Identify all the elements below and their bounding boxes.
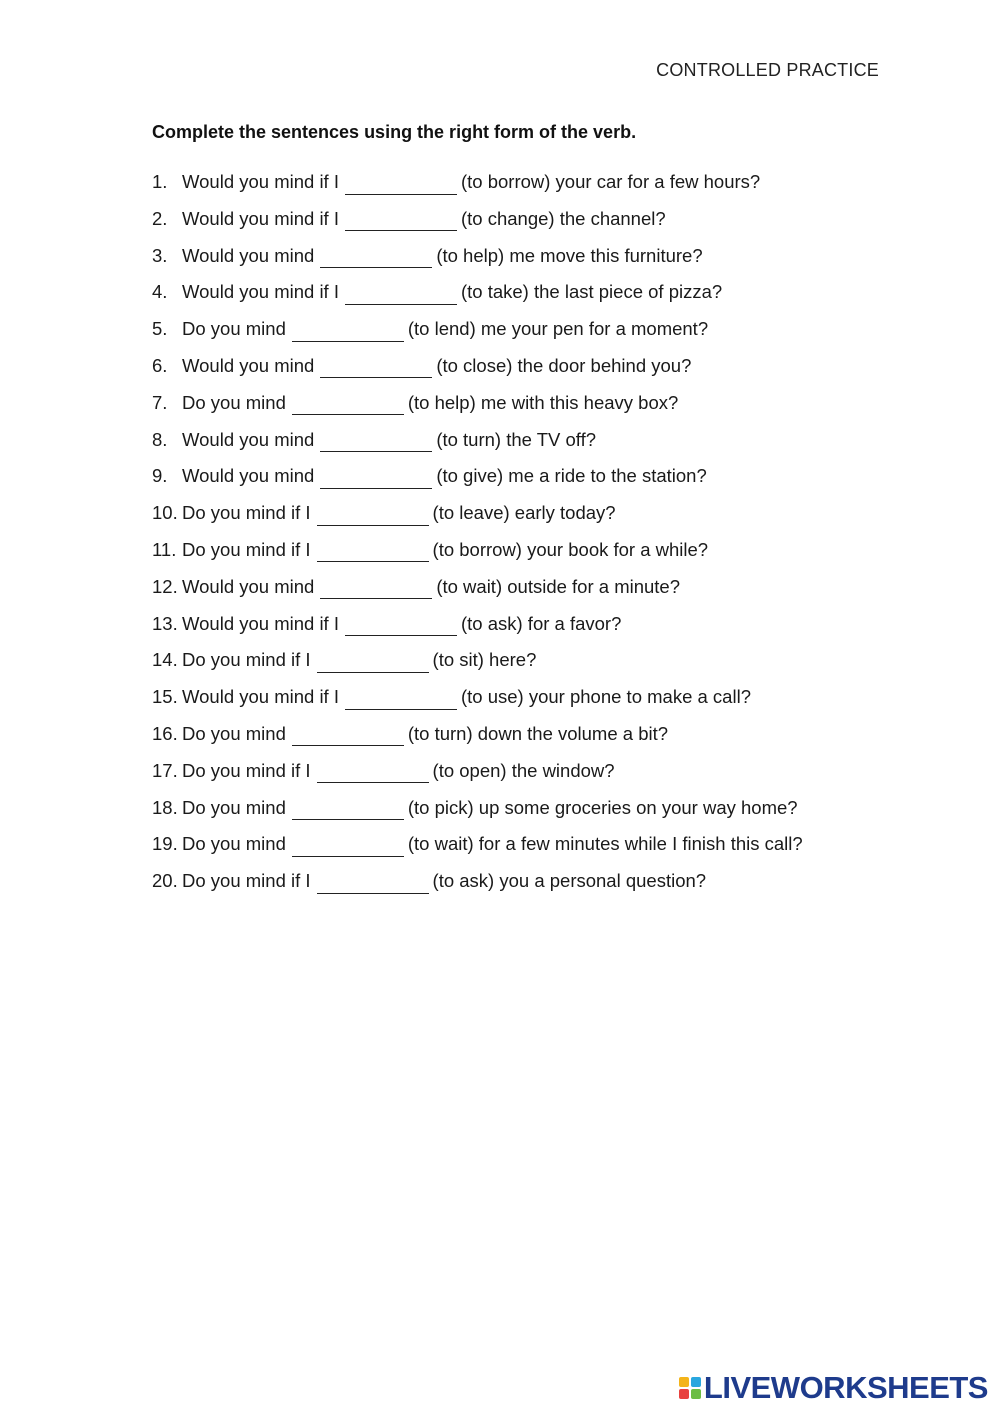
exercise-sentence (182, 428, 596, 453)
sentence-start: Would you mind (182, 244, 315, 266)
logo-text: LIVEWORKSHEETS (703, 1370, 988, 1405)
exercise-item (152, 722, 912, 759)
exercise-sentence (182, 648, 536, 673)
exercise-item (152, 832, 912, 869)
sentence-end: (to open) the window? (432, 759, 615, 781)
exercise-item (152, 317, 912, 354)
sentence-start: Would you mind if I (182, 281, 339, 303)
exercise-item (152, 575, 912, 612)
exercise-item (152, 538, 912, 575)
sentence-end: (to take) the last piece of pizza? (460, 281, 723, 303)
sentence-end: (to help) me with this heavy box? (407, 391, 679, 413)
sentence-end: (to turn) down the volume a bit? (407, 722, 669, 744)
exercise-item (152, 501, 912, 538)
exercise-item (152, 207, 912, 244)
answer-blank-input[interactable] (345, 616, 457, 636)
answer-blank-input[interactable] (292, 800, 404, 820)
answer-blank-input[interactable] (320, 248, 432, 268)
exercise-number: 18. (152, 796, 178, 818)
exercise-number: 4. (152, 281, 168, 303)
exercise-sentence (182, 170, 760, 195)
exercise-item (152, 796, 912, 833)
exercise-sentence (182, 575, 680, 600)
answer-blank-input[interactable] (317, 653, 429, 673)
sentence-end: (to close) the door behind you? (436, 354, 692, 376)
exercise-item (152, 428, 912, 465)
exercise-sentence (182, 612, 621, 637)
sentence-end: (to borrow) your car for a few hours? (460, 171, 761, 192)
sentence-start: Would you mind if I (182, 612, 339, 634)
sentence-end: (to give) me a ride to the station? (436, 465, 707, 487)
answer-blank-input[interactable] (345, 211, 457, 231)
logo-square-green (691, 1389, 701, 1399)
sentence-start: Do you mind (182, 318, 286, 340)
exercise-number: 16. (152, 722, 178, 744)
logo-square-blue (691, 1377, 701, 1387)
exercise-item (152, 464, 912, 501)
sentence-start: Do you mind (182, 796, 286, 818)
sentence-start: Do you mind if I (182, 649, 311, 671)
exercise-sentence (182, 280, 722, 305)
exercise-sentence (182, 832, 803, 857)
answer-blank-input[interactable] (345, 175, 457, 195)
answer-blank-input[interactable] (292, 837, 404, 857)
exercise-number: 11. (152, 538, 177, 560)
sentence-start: Would you mind (182, 575, 315, 597)
exercise-number: 13. (152, 612, 178, 634)
answer-blank-input[interactable] (292, 322, 404, 342)
exercise-sentence (182, 759, 615, 784)
exercise-number: 17. (152, 759, 178, 781)
answer-blank-input[interactable] (317, 763, 429, 783)
page-header-title: CONTROLLED PRACTICE (656, 60, 879, 80)
exercise-item (152, 244, 912, 281)
sentence-end: (to sit) here? (432, 649, 537, 671)
exercise-item (152, 759, 912, 796)
exercise-item (152, 685, 912, 722)
sentence-end: (to pick) up some groceries on your way home? (407, 796, 798, 818)
exercise-item (152, 391, 912, 428)
answer-blank-input[interactable] (292, 395, 404, 415)
sentence-start: Would you mind if I (182, 207, 339, 229)
answer-blank-input[interactable] (317, 506, 429, 526)
sentence-end: (to leave) early today? (432, 502, 616, 524)
exercise-number: 6. (152, 354, 168, 376)
sentence-start: Do you mind if I (182, 759, 311, 781)
sentence-start: Do you mind if I (182, 870, 311, 892)
sentence-start: Do you mind if I (182, 538, 311, 560)
sentence-start: Would you mind if I (182, 686, 339, 708)
exercise-item (152, 170, 912, 207)
exercise-item (152, 869, 912, 906)
sentence-start: Do you mind (182, 391, 286, 413)
sentence-end: (to help) me move this furniture? (436, 244, 703, 266)
sentence-start: Do you mind (182, 833, 286, 855)
exercise-sentence (182, 317, 708, 342)
exercise-sentence (182, 538, 708, 563)
exercise-sentence (182, 391, 678, 416)
sentence-end: (to use) your phone to make a call? (460, 686, 751, 708)
exercise-number: 5. (152, 318, 168, 340)
sentence-start: Would you mind (182, 465, 315, 487)
sentence-start: Would you mind (182, 354, 315, 376)
exercise-number: 19. (152, 833, 178, 855)
exercise-item (152, 612, 912, 649)
sentence-start: Do you mind (182, 722, 286, 744)
sentence-start: Would you mind if I (182, 171, 339, 192)
exercise-item (152, 354, 912, 391)
sentence-end: (to change) the channel? (460, 207, 666, 229)
exercise-sentence (182, 869, 706, 894)
exercise-list (152, 170, 912, 906)
liveworksheets-logo-icon (679, 1377, 701, 1399)
logo-square-yellow (679, 1377, 689, 1387)
sentence-end: (to borrow) your book for a while? (432, 538, 709, 560)
exercise-sentence (182, 796, 798, 821)
exercise-sentence (182, 207, 666, 232)
sentence-end: (to ask) you a personal question? (432, 870, 707, 892)
logo-square-red (679, 1389, 689, 1399)
exercise-number: 15. (152, 686, 178, 708)
exercise-sentence (182, 501, 616, 526)
exercise-number: 3. (152, 244, 168, 266)
sentence-start: Do you mind if I (182, 502, 311, 524)
exercise-sentence (182, 464, 707, 489)
exercise-sentence (182, 354, 691, 379)
sentence-end: (to ask) for a favor? (460, 612, 622, 634)
answer-blank-input[interactable] (345, 285, 457, 305)
exercise-number: 9. (152, 465, 168, 487)
exercise-number: 10. (152, 502, 178, 524)
answer-blank-input[interactable] (320, 358, 432, 378)
exercise-item (152, 648, 912, 685)
exercise-number: 12. (152, 575, 178, 597)
answer-blank-input[interactable] (320, 432, 432, 452)
answer-blank-input[interactable] (317, 874, 429, 894)
exercise-item (152, 280, 912, 317)
liveworksheets-logo (679, 1372, 988, 1404)
exercise-number: 14. (152, 649, 178, 671)
answer-blank-input[interactable] (317, 542, 429, 562)
exercise-number: 2. (152, 207, 168, 229)
exercise-number: 20. (152, 870, 178, 892)
exercise-sentence (182, 244, 703, 269)
exercise-number: 7. (152, 391, 168, 413)
exercise-number: 8. (152, 428, 168, 450)
answer-blank-input[interactable] (320, 579, 432, 599)
exercise-sentence (182, 685, 751, 710)
sentence-end: (to wait) for a few minutes while I finish this call? (407, 833, 803, 855)
answer-blank-input[interactable] (292, 726, 404, 746)
exercise-number: 1. (152, 171, 168, 192)
answer-blank-input[interactable] (320, 469, 432, 489)
sentence-end: (to turn) the TV off? (436, 428, 597, 450)
answer-blank-input[interactable] (345, 690, 457, 710)
sentence-end: (to lend) me your pen for a moment? (407, 318, 709, 340)
sentence-end: (to wait) outside for a minute? (436, 575, 681, 597)
instructions-heading: Complete the sentences using the right form of the verb. (152, 122, 637, 142)
sentence-start: Would you mind (182, 428, 315, 450)
exercise-sentence (182, 722, 668, 747)
